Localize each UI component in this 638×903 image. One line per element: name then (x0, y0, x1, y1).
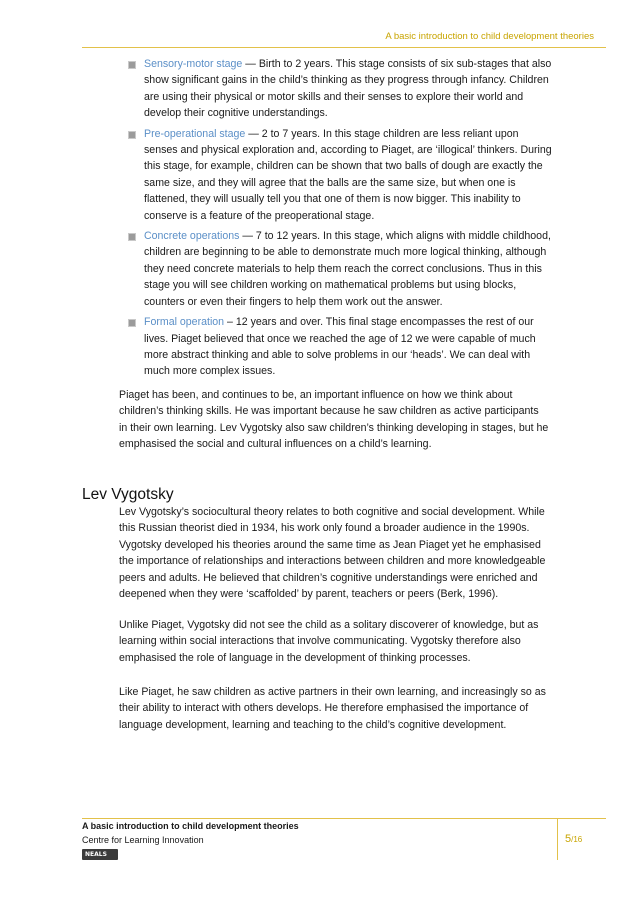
piaget-paragraph: Piaget has been, and continues to be, an important influence on how we think about children’s thinking skills. He was important because he saw children as active participants in their own learning. Lev Vygotsky also saw children’s thinking developing in stages, but he emphasised the social and cultural influences on a child’s learning. (119, 389, 549, 451)
header-title: A basic introduction to child development theories (385, 31, 594, 42)
neals-logo: NEALS (82, 849, 118, 860)
vygotsky-paragraph-2: Unlike Piaget, Vygotsky did not see the child as a solitary discoverer of knowledge, but as learning within social interactions that involve communicating. Vygotsky therefore also emphasised the role of language in the development of thinking processes. (119, 619, 539, 664)
page-total: /16 (571, 835, 583, 844)
stage-list (128, 56, 553, 384)
stage-name: Sensory-motor stage (144, 58, 243, 70)
header-rule (82, 47, 606, 48)
stage-text: — 7 to 12 years. In this stage, which aligns with middle childhood, children are beginning to be able to demonstrate much more logical thinking, although they need concrete materials to help them reach the correct conclusions. Thus in this stage you will see children working on mathematical problems but using blocks, counters or even their fingers to help them work out the answer. (144, 230, 551, 308)
page-current: 5 (565, 833, 572, 845)
list-item (128, 228, 553, 310)
stage-text: — 2 to 7 years. In this stage children are less reliant upon senses and physical exploration and, according to Piaget, are ‘illogical’ thinkers. During this stage, for example, children can be shown that two balls of dough are exactly the same size, and they will agree that the balls are the same size, but when one is flattened, they will usually tell you that one of them is now bigger. This inability to conserve is a feature of the preoperational stage. (144, 127, 552, 222)
bullet-icon (128, 61, 136, 69)
stage-text: – 12 years and over. This final stage encompasses the rest of our lives. Piaget believed that once we reached the age of 12 we were capable of much more abstract thinking and able to solve problems in our ‘heads’. We can deal with much more complex issues. (144, 316, 536, 378)
section-heading: Lev Vygotsky (82, 486, 174, 503)
list-item (128, 56, 553, 122)
stage-name: Formal operation (144, 316, 225, 329)
footer-org: Centre for Learning Innovation (82, 835, 204, 845)
bullet-icon (128, 233, 136, 241)
stage-text: — Birth to 2 years. This stage consists of six sub-stages that also show significant gains in the child’s thinking as they progress through infancy. Children are using their physical or motor skills and their senses to explore their world and develop their cognitive understandings. (144, 58, 552, 120)
bullet-icon (128, 131, 136, 139)
footer-title: A basic introduction to child development theories (82, 821, 299, 831)
footer-rule (82, 818, 606, 819)
list-item (128, 314, 553, 380)
vygotsky-paragraph-3: Like Piaget, he saw children as active partners in their own learning, and increasingly so as their ability to interact with others develops. He therefore emphasised the importance of language development, learning and teaching to the child’s cognitive development. (119, 686, 546, 731)
footer-divider (557, 818, 558, 860)
vygotsky-paragraph-1: Lev Vygotsky’s sociocultural theory relates to both cognitive and social development. While this Russian theorist died in 1934, his work only found a broader audience in the 1990s. Vygotsky developed his theories around the same time as Jean Piaget yet he emphasised the importance of relationships and interactions between children and more knowledgeable peers and adults. He believed that children’s cognitive understandings were enriched and deepened when they were ‘scaffolded’ by parent, teachers or peers (Berk, 1996). (119, 506, 546, 601)
stage-name: Pre-operational stage (144, 127, 246, 140)
stage-name: Concrete operations (144, 230, 240, 243)
bullet-icon (128, 319, 136, 327)
list-item (128, 126, 553, 224)
page-number (565, 833, 582, 845)
